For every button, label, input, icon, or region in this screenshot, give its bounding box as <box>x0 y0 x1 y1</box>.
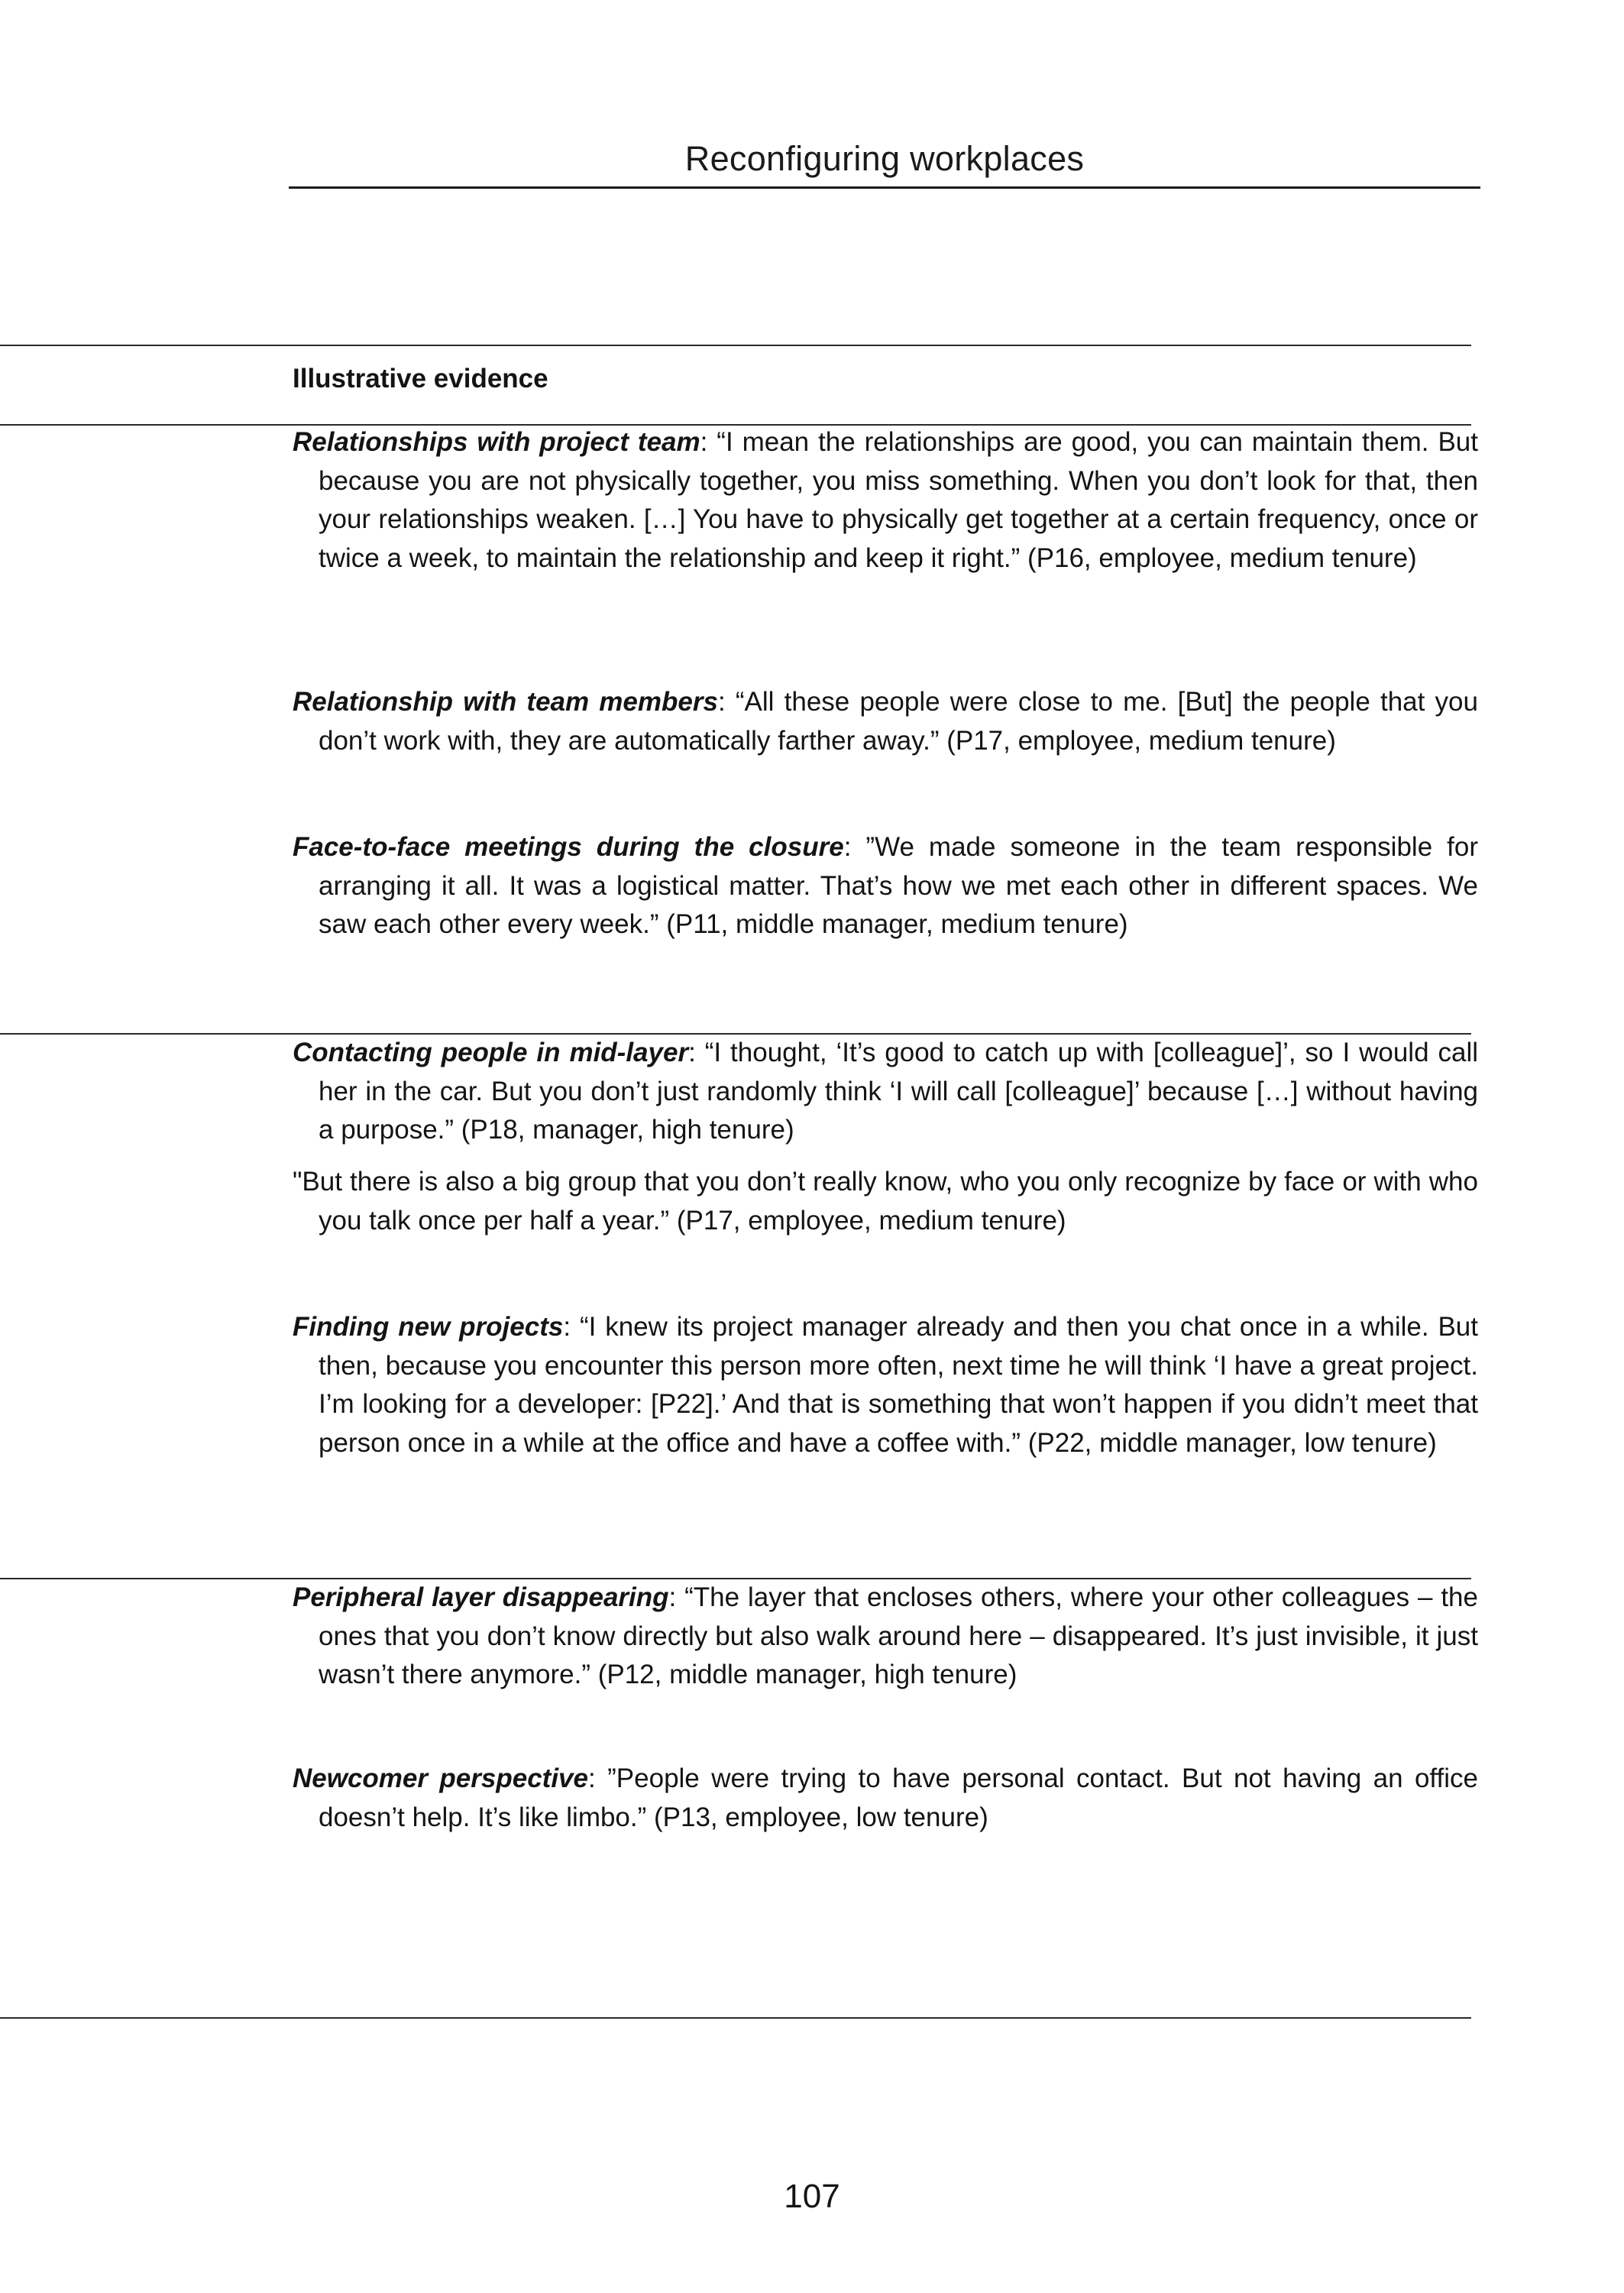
evidence-quote: “I mean the relationships are good, you can maintain them. But because you are not physically together, you miss something. When you don’t look for that, then your relationships weaken. […] You have to physically get together at a certain frequency, once or twice a week, to maintain the relationship and keep it right.” (P16, employee, medium tenure) <box>319 427 1478 573</box>
evidence-entry <box>293 828 1478 944</box>
evidence-separator: : <box>668 1582 677 1612</box>
evidence-quote: "But there is also a big group that you don’t really know, who you only recognize by face or with who you talk once per half a year.” (P17, employee, medium tenure) <box>293 1167 1478 1236</box>
running-title: Reconfiguring workplaces <box>684 139 1085 178</box>
evidence-separator: : <box>843 832 852 862</box>
evidence-entry <box>293 423 1478 578</box>
page-number: 107 <box>784 2178 840 2215</box>
evidence-quote: ”People were trying to have personal contact. But not having an office doesn’t help. It’s like limbo.” (P13, employee, low tenure) <box>319 1763 1478 1832</box>
evidence-entry <box>293 683 1478 760</box>
evidence-term: Relationships with project team <box>293 427 700 457</box>
table-top-rule <box>0 345 1471 346</box>
evidence-quote: “I thought, ‘It’s good to catch up with [colleague]’, so I would call her in the car. But you don’t just randomly think ‘I will call [colleague]’ because […] without having a purpose.” (P18, manager, high tenure) <box>319 1038 1478 1145</box>
evidence-term: Face-to-face meetings during the closure <box>293 832 844 862</box>
header-rule <box>289 186 1480 189</box>
evidence-separator: : <box>717 687 726 717</box>
evidence-separator: : <box>587 1763 596 1793</box>
evidence-term: Contacting people in mid-layer <box>293 1038 689 1067</box>
evidence-quote: “The layer that encloses others, where your other colleagues – the ones that you don’t know directly but also walk around here – disappeared. It’s just invisible, it just wasn’t there anymore.” (P12, middle manager, high tenure) <box>319 1582 1478 1689</box>
column-heading: Illustrative evidence <box>293 364 548 394</box>
evidence-entry <box>293 1308 1478 1462</box>
evidence-term: Peripheral layer disappearing <box>293 1582 669 1612</box>
evidence-term: Newcomer perspective <box>293 1763 588 1793</box>
table-bottom-rule <box>0 2017 1471 2019</box>
evidence-entry <box>293 1034 1478 1150</box>
evidence-quote: ”We made someone in the team responsible for arranging it all. It was a logistical matter. That’s how we met each other in different spaces. We saw each other every week.” (P11, middle manager, medium tenure) <box>319 832 1478 939</box>
evidence-entry <box>293 1579 1478 1695</box>
evidence-quote: “I knew its project manager already and then you chat once in a while. But then, because you encounter this person more often, next time he will think ‘I have a great project. I’m looking for a developer: [P22].’ And that is something that won’t happen if you didn’t meet that person once in a while at the office and have a coffee with.” (P22, middle manager, low tenure) <box>319 1312 1478 1458</box>
evidence-entry <box>293 1163 1478 1240</box>
evidence-term: Finding new projects <box>293 1312 564 1342</box>
evidence-separator: : <box>688 1038 696 1067</box>
evidence-separator: : <box>700 427 708 457</box>
evidence-term: Relationship with team members <box>293 687 718 717</box>
evidence-entry <box>293 1760 1478 1837</box>
evidence-separator: : <box>563 1312 571 1342</box>
evidence-quote: “All these people were close to me. [But] the people that you don’t work with, they are automatically farther away.” (P17, employee, medium tenure) <box>319 687 1478 756</box>
